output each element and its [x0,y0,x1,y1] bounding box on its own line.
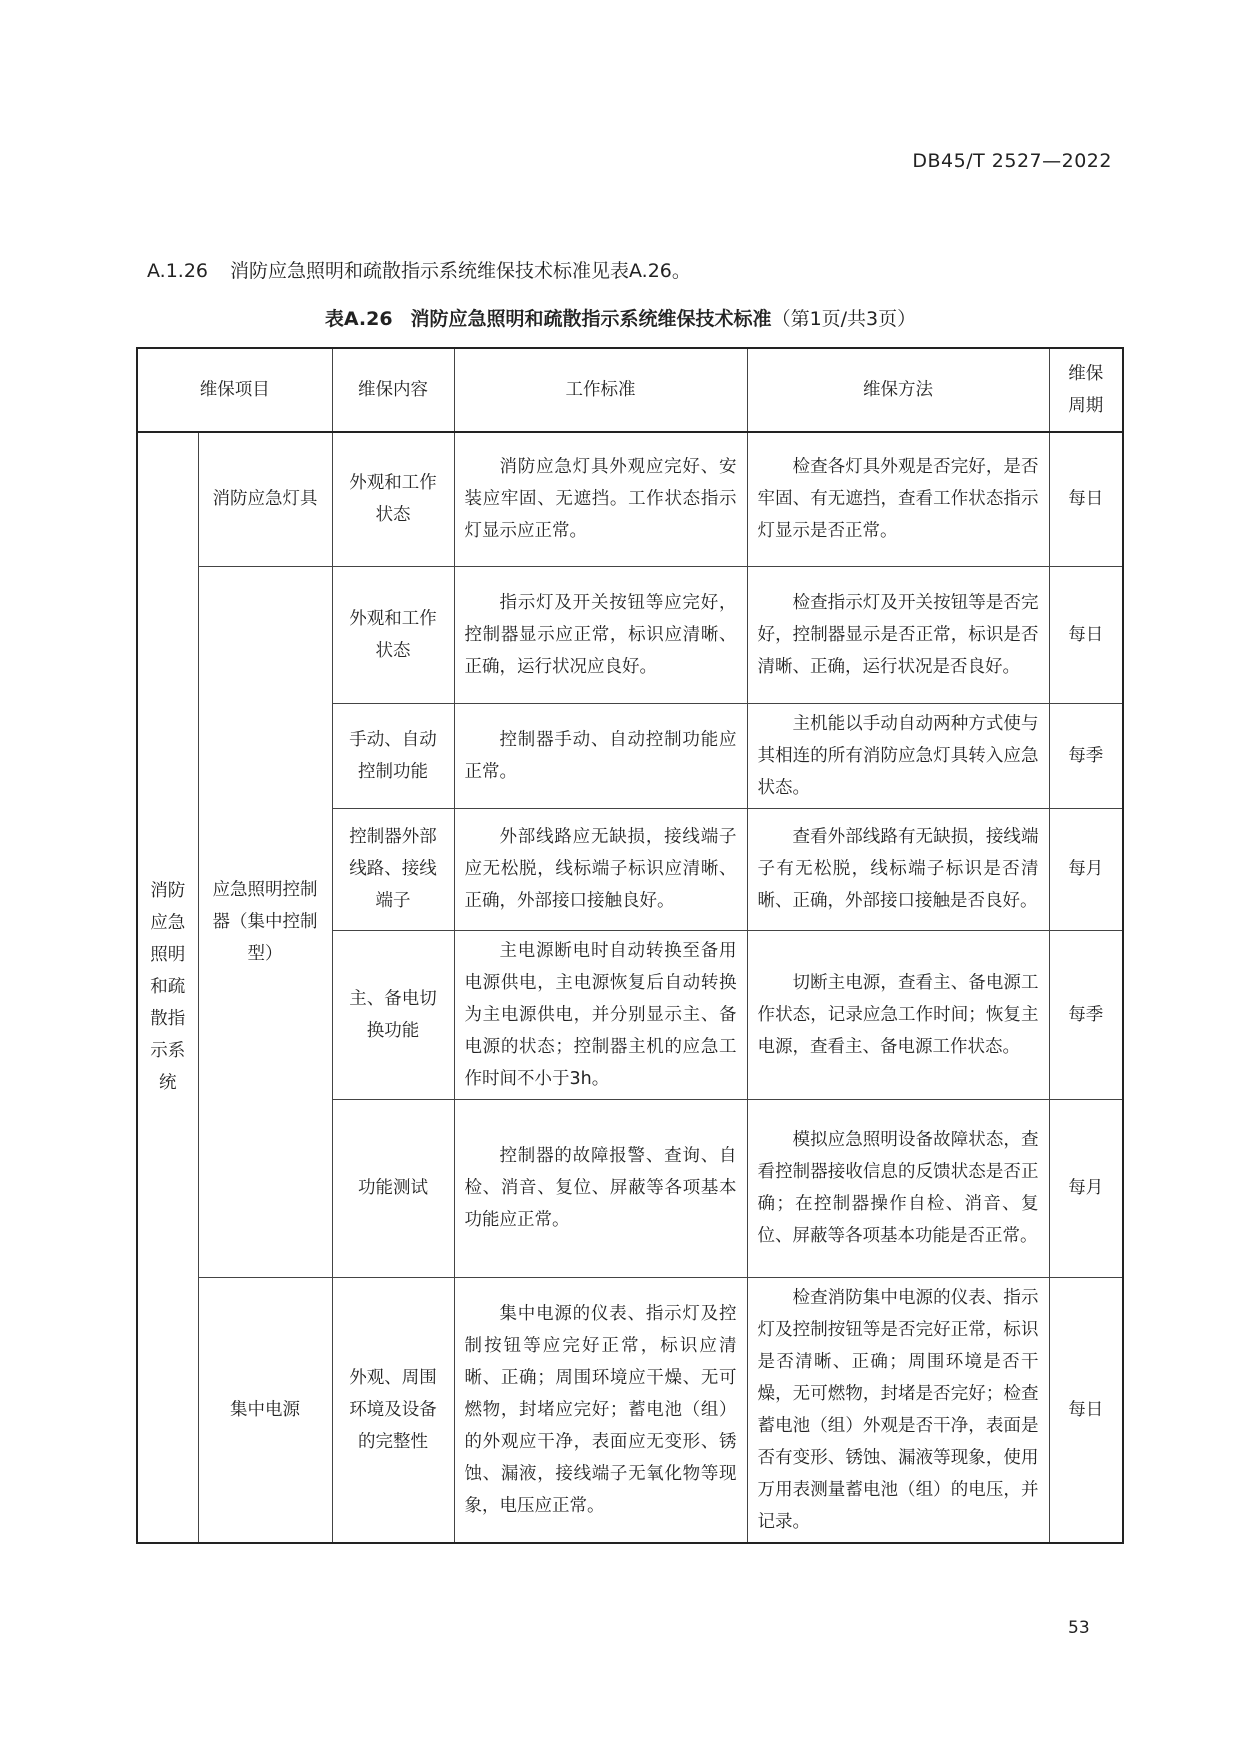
document-code: DB45/T 2527—2022 [912,150,1112,172]
page-number: 53 [1068,1618,1090,1638]
table-row [137,1277,1123,1543]
table-caption [0,304,1241,331]
maintenance-item: 消防应急灯具 [198,432,332,566]
clause-line [147,256,691,283]
work-standard: 指示灯及开关按钮等应完好，控制器显示应正常，标识应清晰、正确，运行状况应良好。 [454,566,747,703]
maintenance-item: 集中电源 [198,1277,332,1543]
maintenance-content: 外观和工作状态 [332,432,454,566]
work-standard: 消防应急灯具外观应完好、安装应牢固、无遮挡。工作状态指示灯显示应正常。 [454,432,747,566]
work-standard: 外部线路应无缺损，接线端子应无松脱，线标端子标识应清晰、正确，外部接口接触良好。 [454,808,747,930]
work-standard: 控制器的故障报警、查询、自检、消音、复位、屏蔽等各项基本功能应正常。 [454,1099,747,1277]
caption-page-info: （第1页/共3页） [771,308,917,330]
maintenance-method: 检查各灯具外观是否完好，是否牢固、有无遮挡，查看工作状态指示灯显示是否正常。 [747,432,1049,566]
maintenance-content: 功能测试 [332,1099,454,1277]
table-row [137,432,1123,566]
maintenance-content: 控制器外部线路、接线端子 [332,808,454,930]
header-content: 维保内容 [332,348,454,432]
table-row [137,566,1123,703]
clause-text: 消防应急照明和疏散指示系统维保技术标准见表A.26。 [230,260,691,282]
caption-title: 消防应急照明和疏散指示系统维保技术标准 [410,308,772,330]
maintenance-method: 切断主电源，查看主、备电源工作状态，记录应急工作时间；恢复主电源，查看主、备电源工作状态。 [747,930,1049,1099]
maintenance-period: 每季 [1049,703,1123,808]
maintenance-method: 检查指示灯及开关按钮等是否完好，控制器显示是否正常，标识是否清晰、正确，运行状况是否良好。 [747,566,1049,703]
maintenance-period: 每日 [1049,1277,1123,1543]
table-header-row [137,348,1123,432]
work-standard: 主电源断电时自动转换至备用电源供电，主电源恢复后自动转换为主电源供电，并分别显示主、备电源的状态；控制器主机的应急工作时间不小于3h。 [454,930,747,1099]
maintenance-period: 每日 [1049,432,1123,566]
caption-label: 表A.26 [324,308,393,330]
header-method: 维保方法 [747,348,1049,432]
maintenance-method: 检查消防集中电源的仪表、指示灯及控制按钮等是否完好正常，标识是否清晰、正确；周围环境是否干燥，无可燃物，封堵是否完好；检查蓄电池（组）外观是否干净，表面是否有变形、锈蚀、漏液等现象，使用万用表测量蓄电池（组）的电压，并记录。 [747,1277,1049,1543]
header-item: 维保项目 [137,348,332,432]
maintenance-content: 主、备电切换功能 [332,930,454,1099]
maintenance-content: 外观和工作状态 [332,566,454,703]
maintenance-period: 每月 [1049,1099,1123,1277]
header-period: 维保周期 [1049,348,1123,432]
maintenance-period: 每月 [1049,808,1123,930]
maintenance-method: 查看外部线路有无缺损，接线端子有无松脱，线标端子标识是否清晰、正确，外部接口接触是否良好。 [747,808,1049,930]
maintenance-standard-table [136,347,1124,1544]
maintenance-item: 应急照明控制器（集中控制型） [198,566,332,1277]
maintenance-method: 主机能以手动自动两种方式使与其相连的所有消防应急灯具转入应急状态。 [747,703,1049,808]
work-standard: 控制器手动、自动控制功能应正常。 [454,703,747,808]
maintenance-period: 每季 [1049,930,1123,1099]
maintenance-method: 模拟应急照明设备故障状态，查看控制器接收信息的反馈状态是否正确；在控制器操作自检、消音、复位、屏蔽等各项基本功能是否正常。 [747,1099,1049,1277]
header-standard: 工作标准 [454,348,747,432]
maintenance-content: 外观、周围环境及设备的完整性 [332,1277,454,1543]
clause-number: A.1.26 [147,260,209,282]
maintenance-content: 手动、自动控制功能 [332,703,454,808]
system-name: 消防应急照明和疏散指示系统 [137,432,198,1543]
work-standard: 集中电源的仪表、指示灯及控制按钮等应完好正常，标识应清晰、正确；周围环境应干燥、无可燃物，封堵应完好；蓄电池（组）的外观应干净，表面应无变形、锈蚀、漏液，接线端子无氧化物等现象，电压应正常。 [454,1277,747,1543]
maintenance-period: 每日 [1049,566,1123,703]
